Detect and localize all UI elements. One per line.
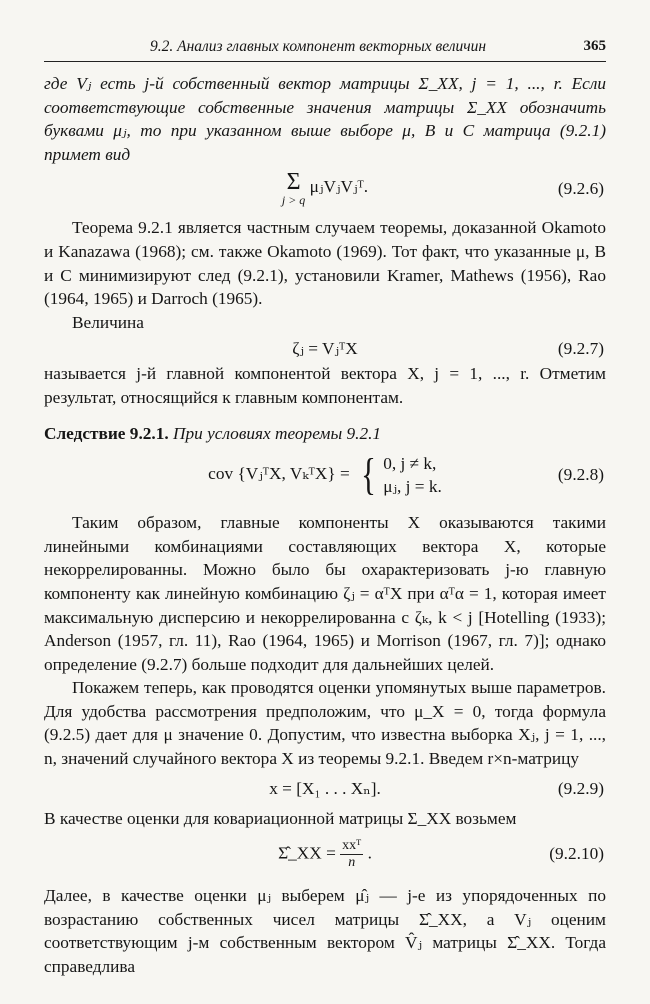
page-body <box>44 72 606 979</box>
section-title: 9.2. Анализ главных компонент векторных величин <box>150 38 487 55</box>
sum-operator: Σ j > q <box>281 169 306 208</box>
fraction: $\frac{\text{xxᵀ}}{n}$ <box>342 837 362 870</box>
equation-9-2-8 <box>44 445 606 505</box>
paragraph-covariance-estimate: В качестве оценки для ковариационной матрицы Σ_XX возьмем <box>44 808 517 828</box>
paragraph-summary: Таким образом, главные компоненты X оказываются такими линейными комбинациями составляющих вектора X, которые некоррелированны. Можно было бы охарактеризовать j-ю главную компоненту как линейную комбинацию ζⱼ = αᵀX при αᵀα = 1, которая имеет максимальную дисперсию и некоррелированна с ζₖ, k < j [Hotelling (1933); Anderson (1957, гл. 11), Rao (1964, 1965) и Morrison (1967, гл. 7)]; однако определение (9.2.7) больше подходит для дальнейших целей. <box>44 513 606 674</box>
left-brace: { <box>361 450 377 500</box>
corollary-label: Следствие 9.2.1. <box>44 423 169 443</box>
corollary-text: При условиях теоремы 9.2.1 <box>173 423 382 443</box>
equation-lhs: Σ̂_XX = <box>278 843 336 863</box>
equation-body: μⱼVⱼVⱼᵀ. <box>309 177 369 197</box>
equation-9-2-10: Σ̂_XX = $\frac{\text{xxᵀ}}{n}$ . (9.2.10) <box>278 837 604 870</box>
paragraph-estimation: Покажем теперь, как проводятся оценки упомянутых выше параметров. Для удобства рассмотрения предположим, что μ_X = 0, тогда формула (9.2.5) дает для μ значение 0. Допустим, что известна выборка Xⱼ, j = 1, ..., n, значений случайного вектора X из теоремы 9.2.1. Введем r×n-матрицу <box>44 678 606 769</box>
equation-9-2-9 <box>44 771 606 807</box>
paragraph-quantity: Величина <box>72 312 144 332</box>
equation-lhs: cov {VⱼᵀX, VₖᵀX} = <box>208 464 350 484</box>
paragraph-principal-component: называется j-й главной компонентой вектора X, j = 1, ..., r. Отметим результат, относящийся к главным компонентам. <box>44 364 606 407</box>
equation-number: (9.2.9) <box>557 778 604 798</box>
equation-number: (9.2.7) <box>557 338 604 358</box>
case-two: μⱼ, j = k. <box>383 477 442 497</box>
corollary <box>44 422 606 446</box>
equation-9-2-7 <box>44 334 606 362</box>
equation-9-2-6 <box>44 166 606 210</box>
paragraph-theorem-remark: Теорема 9.2.1 является частным случаем теоремы, доказанной Okamoto и Kanazawa (1968); см. также Okamoto (1969). Тот факт, что указанные μ, B и C минимизируют след (9.2.1), установили Kramer, Mathews (1956), Rao (1964, 1965) и Darroch (1965). <box>44 218 606 309</box>
page-number: 365 <box>583 38 606 54</box>
paragraph-intro: где Vⱼ есть j-й собственный вектор матрицы Σ_XX, j = 1, ..., r. Если соответствующие собственные значения матрицы Σ_XX обозначить буквами μⱼ, то при указанном выше выборе μ, B и C матрица (9.2.1) примет вид <box>44 74 606 164</box>
equation-number: (9.2.10) <box>549 844 604 864</box>
equation-number: (9.2.6) <box>557 178 604 198</box>
equation-body: x = [X₁ . . . Xₙ]. <box>269 778 381 798</box>
equation-body: ζⱼ = VⱼᵀX <box>292 338 358 358</box>
equation-number: (9.2.8) <box>557 465 604 485</box>
case-one: 0, j ≠ k, <box>383 454 437 474</box>
paragraph-eigen-estimate: Далее, в качестве оценки μⱼ выберем μ̂ⱼ — j-е из упорядоченных по возрастанию собственных чисел матрицы Σ̂_XX, а Vⱼ оценим соответствующим j-м собственным вектором V̂ⱼ матрицы Σ̂_XX. Тогда справедлива <box>44 886 606 977</box>
running-header <box>44 38 606 62</box>
